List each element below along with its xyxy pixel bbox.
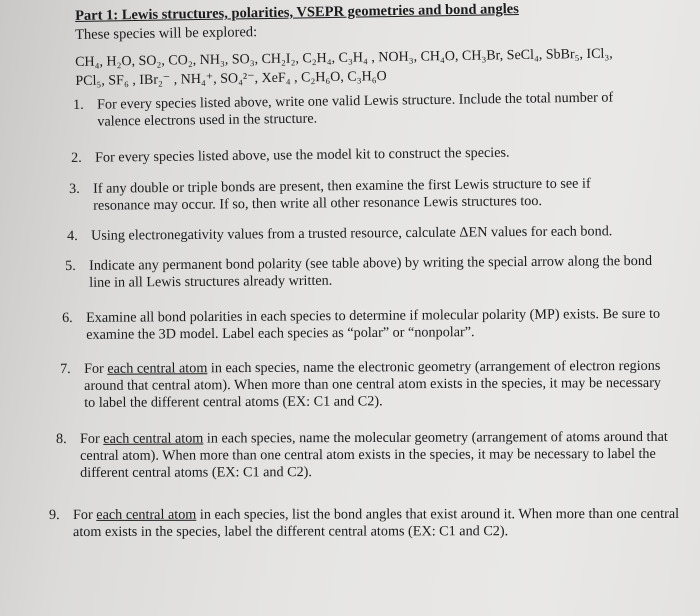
species-list xyxy=(75,44,676,91)
item-text-lead: For xyxy=(72,506,97,523)
part-subheading: These species will be explored: xyxy=(75,24,258,43)
instruction-item-6 xyxy=(62,306,662,344)
item-text xyxy=(80,429,676,482)
instruction-item-1 xyxy=(73,89,638,131)
item-text: For every species listed above, use the model kit to construct the species. xyxy=(94,144,510,166)
item-number: 3. xyxy=(69,180,80,197)
item-text-emphasis: each central atom xyxy=(103,430,204,447)
instruction-item-8 xyxy=(56,429,676,482)
item-text-rest: in each species, name the molecular geometry (arrangement of atoms around that central atom). When more than one central atom exists in the species, it may be necessary to label the different central atoms (EX: C1 and C2). xyxy=(80,428,668,481)
item-text-lead: For xyxy=(79,430,104,447)
item-text-rest: in each species, name the electronic geometry (arrangement of electron regions around that central atom). When more than one central atom exists in the species, it may be necessary to label the different central atoms (EX: C1 and C2). xyxy=(84,357,662,411)
instruction-item-2 xyxy=(71,143,651,167)
item-number: 2. xyxy=(71,149,82,166)
item-text-rest: in each species, list the bond angles that exist around it. When more than one central atom exists in the species, label the different central atoms (EX: C1 and C2). xyxy=(73,505,680,540)
item-number: 5. xyxy=(65,257,76,274)
instruction-item-3 xyxy=(69,175,644,215)
item-text-emphasis: each central atom xyxy=(107,360,208,377)
item-number: 1. xyxy=(73,96,84,113)
instruction-item-5 xyxy=(65,253,665,292)
item-text: For every species listed above, write one valid Lewis structure. Include the total number of valence electrons used in the structure. xyxy=(96,89,614,130)
item-number: 6. xyxy=(62,309,73,326)
instruction-item-9 xyxy=(49,506,689,541)
item-text: If any double or triple bonds are present, then examine the first Lewis structure to see if resonance may occur. If so, then write all other resonance Lewis structures too. xyxy=(92,175,591,214)
item-text xyxy=(84,358,675,412)
part-heading: Part 1: Lewis structures, polarities, VSEPR geometries and bond angles xyxy=(75,1,519,24)
item-text-emphasis: each central atom xyxy=(96,506,197,523)
item-text xyxy=(73,506,689,541)
item-number: 4. xyxy=(67,227,78,244)
item-number: 9. xyxy=(49,506,60,523)
item-number: 8. xyxy=(56,430,67,447)
item-number: 7. xyxy=(60,360,71,377)
item-text: Indicate any permanent bond polarity (see table above) by writing the special arrow along the bond line in all Lewis structures already written. xyxy=(88,252,653,291)
item-text: Using electronegativity values from a trusted resource, calculate ΔEN values for each bond. xyxy=(90,223,613,244)
species-line-2: PCl₅, SF₆ , IBr₂⁻ , NH₄⁺, SO₄²⁻, XeF₄ , C₂H₆O, C₃H₆O xyxy=(75,69,387,89)
instruction-item-7 xyxy=(60,358,675,412)
instruction-item-4 xyxy=(67,223,667,245)
item-text-lead: For xyxy=(83,360,108,377)
item-text: Examine all bond polarities in each species to determine if molecular polarity (MP) exists. Be sure to examine the 3D model. Label each species as “polar” or “nonpolar”. xyxy=(85,305,661,343)
species-line-1: CH₄, H₂O, SO₂, CO₂, NH₃, SO₃, CH₂I₂, C₂H₄, C₃H₄ , NOH₃, CH₄O, CH₃Br, SeCl₄, SbBr₅, ICl₃, xyxy=(75,46,613,70)
